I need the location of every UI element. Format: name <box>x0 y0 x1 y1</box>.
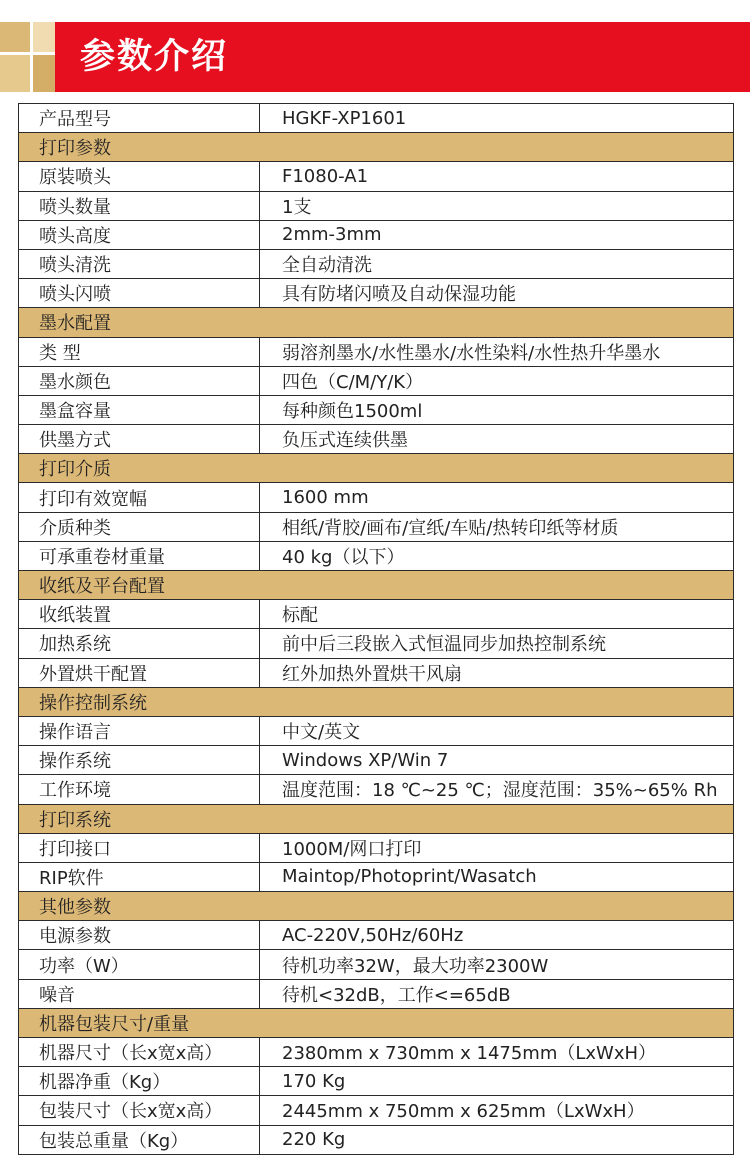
spec-value: 相纸/背胶/画布/宣纸/车贴/热转印纸等材质 <box>260 512 734 541</box>
section-label: 操作控制系统 <box>19 687 734 716</box>
page-title: 参数介绍 <box>80 37 229 77</box>
spec-key: 产品型号 <box>19 104 260 133</box>
spec-row <box>19 366 734 395</box>
spec-key: 工作环境 <box>19 775 260 804</box>
section-header-row <box>19 687 734 716</box>
spec-row <box>19 337 734 366</box>
spec-value: 温度范围：18 ℃~25 ℃；湿度范围：35%~65% Rh <box>260 775 734 804</box>
spec-row <box>19 629 734 658</box>
gold-block-decoration <box>33 55 55 92</box>
spec-row <box>19 220 734 249</box>
spec-value: 中文/英文 <box>260 716 734 745</box>
spec-key: 机器尺寸（长x宽x高） <box>19 1038 260 1067</box>
spec-key: 供墨方式 <box>19 425 260 454</box>
spec-key: 包装总重量（Kg） <box>19 1125 260 1154</box>
spec-value: 220 Kg <box>260 1125 734 1154</box>
spec-key: 墨盒容量 <box>19 395 260 424</box>
section-header-row <box>19 571 734 600</box>
spec-value: 1000M/网口打印 <box>260 833 734 862</box>
spec-key: 原装喷头 <box>19 162 260 191</box>
section-header-row <box>19 133 734 162</box>
section-header-row <box>19 308 734 337</box>
spec-value: 弱溶剂墨水/水性墨水/水性染料/水性热升华墨水 <box>260 337 734 366</box>
spec-value: 具有防堵闪喷及自动保湿功能 <box>260 279 734 308</box>
spec-key: 打印有效宽幅 <box>19 483 260 512</box>
spec-value: 负压式连续供墨 <box>260 425 734 454</box>
section-header-row <box>19 1008 734 1037</box>
spec-value: 170 Kg <box>260 1067 734 1096</box>
spec-row <box>19 775 734 804</box>
spec-key: 可承重卷材重量 <box>19 541 260 570</box>
spec-row <box>19 921 734 950</box>
spec-row <box>19 541 734 570</box>
spec-row <box>19 746 734 775</box>
section-header-row <box>19 804 734 833</box>
spec-key: 介质种类 <box>19 512 260 541</box>
spec-value: 待机<32dB，工作<=65dB <box>260 979 734 1008</box>
spec-value: 四色（C/M/Y/K） <box>260 366 734 395</box>
spec-table <box>18 103 734 1155</box>
spec-value: Windows XP/Win 7 <box>260 746 734 775</box>
spec-key: 功率（W） <box>19 950 260 979</box>
spec-row <box>19 862 734 891</box>
spec-row <box>19 279 734 308</box>
spec-key: 喷头高度 <box>19 220 260 249</box>
spec-value: Maintop/Photoprint/Wasatch <box>260 862 734 891</box>
spec-row <box>19 950 734 979</box>
spec-row <box>19 162 734 191</box>
section-label: 机器包装尺寸/重量 <box>19 1008 734 1037</box>
spec-value: F1080-A1 <box>260 162 734 191</box>
spec-key: 类 型 <box>19 337 260 366</box>
section-label: 打印介质 <box>19 454 734 483</box>
gold-block-decoration <box>0 55 30 92</box>
spec-value: 红外加热外置烘干风扇 <box>260 658 734 687</box>
spec-value: 前中后三段嵌入式恒温同步加热控制系统 <box>260 629 734 658</box>
spec-key: 墨水颜色 <box>19 366 260 395</box>
section-header-row <box>19 892 734 921</box>
spec-row <box>19 425 734 454</box>
section-label: 收纸及平台配置 <box>19 571 734 600</box>
spec-value: 1支 <box>260 191 734 220</box>
spec-row <box>19 833 734 862</box>
spec-value: 1600 mm <box>260 483 734 512</box>
spec-row <box>19 600 734 629</box>
spec-value: 2445mm x 750mm x 625mm（LxWxH） <box>260 1096 734 1125</box>
spec-key: 噪音 <box>19 979 260 1008</box>
spec-key: 喷头闪喷 <box>19 279 260 308</box>
spec-key: 加热系统 <box>19 629 260 658</box>
spec-row <box>19 1096 734 1125</box>
section-header-row <box>19 454 734 483</box>
section-label: 其他参数 <box>19 892 734 921</box>
spec-row <box>19 979 734 1008</box>
spec-value: 2mm-3mm <box>260 220 734 249</box>
spec-row <box>19 395 734 424</box>
spec-key: 操作语言 <box>19 716 260 745</box>
spec-value: 全自动清洗 <box>260 249 734 278</box>
gold-block-decoration <box>0 22 30 52</box>
spec-row <box>19 1038 734 1067</box>
spec-value: 待机功率32W，最大功率2300W <box>260 950 734 979</box>
spec-key: 机器净重（Kg） <box>19 1067 260 1096</box>
spec-value: HGKF-XP1601 <box>260 104 734 133</box>
spec-value: AC-220V,50Hz/60Hz <box>260 921 734 950</box>
spec-row <box>19 658 734 687</box>
section-label: 打印参数 <box>19 133 734 162</box>
spec-row <box>19 512 734 541</box>
spec-row <box>19 483 734 512</box>
section-label: 打印系统 <box>19 804 734 833</box>
spec-key: 包装尺寸（长x宽x高） <box>19 1096 260 1125</box>
spec-key: 喷头数量 <box>19 191 260 220</box>
spec-row <box>19 104 734 133</box>
spec-value: 2380mm x 730mm x 1475mm（LxWxH） <box>260 1038 734 1067</box>
spec-key: 收纸装置 <box>19 600 260 629</box>
spec-row <box>19 716 734 745</box>
spec-value: 每种颜色1500ml <box>260 395 734 424</box>
spec-value: 40 kg（以下） <box>260 541 734 570</box>
spec-key: 操作系统 <box>19 746 260 775</box>
spec-row <box>19 1067 734 1096</box>
spec-key: 外置烘干配置 <box>19 658 260 687</box>
gold-block-decoration <box>33 22 55 52</box>
spec-value: 标配 <box>260 600 734 629</box>
section-label: 墨水配置 <box>19 308 734 337</box>
spec-row <box>19 249 734 278</box>
spec-key: 喷头清洗 <box>19 249 260 278</box>
spec-key: 电源参数 <box>19 921 260 950</box>
spec-row <box>19 191 734 220</box>
header-banner <box>0 22 750 92</box>
spec-key: 打印接口 <box>19 833 260 862</box>
spec-row <box>19 1125 734 1154</box>
spec-key: RIP软件 <box>19 862 260 891</box>
